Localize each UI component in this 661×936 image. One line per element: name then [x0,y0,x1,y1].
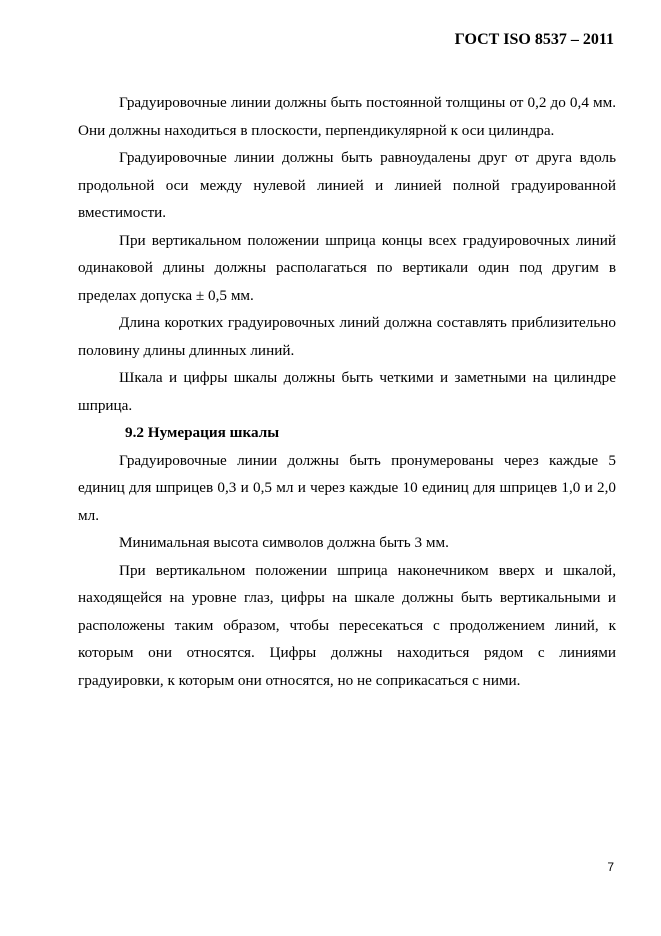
document-header: ГОСТ ISO 8537 – 2011 [454,31,614,48]
document-body [78,89,616,694]
paragraph-digit-placement: При вертикальном положении шприца наконечником вверх и шкалой, находящейся на уровне глаз, цифры на шкале должны быть вертикальными и расположены таким образом, чтобы пересекаться с продолжением линий, к которым они относятся. Цифры должны находиться рядом с линиями градуировки, к которым они относятся, но не соприкасаться с ними. [78,561,616,689]
paragraph-vertical-alignment: При вертикальном положении шприца концы всех градуировочных линий одинаковой длины должны располагаться по вертикали один под другим в пределах допуска ± 0,5 мм. [78,231,616,304]
page-number: 7 [607,860,614,874]
paragraph-line-thickness: Градуировочные линии должны быть постоянной толщины от 0,2 до 0,4 мм. Они должны находиться в плоскости, перпендикулярной к оси цилиндра. [78,94,616,139]
paragraph-line-spacing: Градуировочные линии должны быть равноудалены друг от друга вдоль продольной оси между нулевой линией и линией полной градуированной вместимости. [78,149,616,221]
paragraph-short-lines: Длина коротких градуировочных линий должна составлять приблизительно половину длины длинных линий. [78,314,616,359]
paragraph-numbering-interval: Градуировочные линии должны быть пронумерованы через каждые 5 единиц для шприцев 0,3 и 0,5 мл и через каждые 10 единиц для шприцев 1,0 и 2,0 мл. [78,451,616,524]
section-heading: 9.2 Нумерация шкалы [125,424,280,441]
paragraph-symbol-height: Минимальная высота символов должна быть 3 мм. [119,534,449,551]
paragraph-scale-visibility: Шкала и цифры шкалы должны быть четкими и заметными на цилиндре шприца. [78,369,616,414]
